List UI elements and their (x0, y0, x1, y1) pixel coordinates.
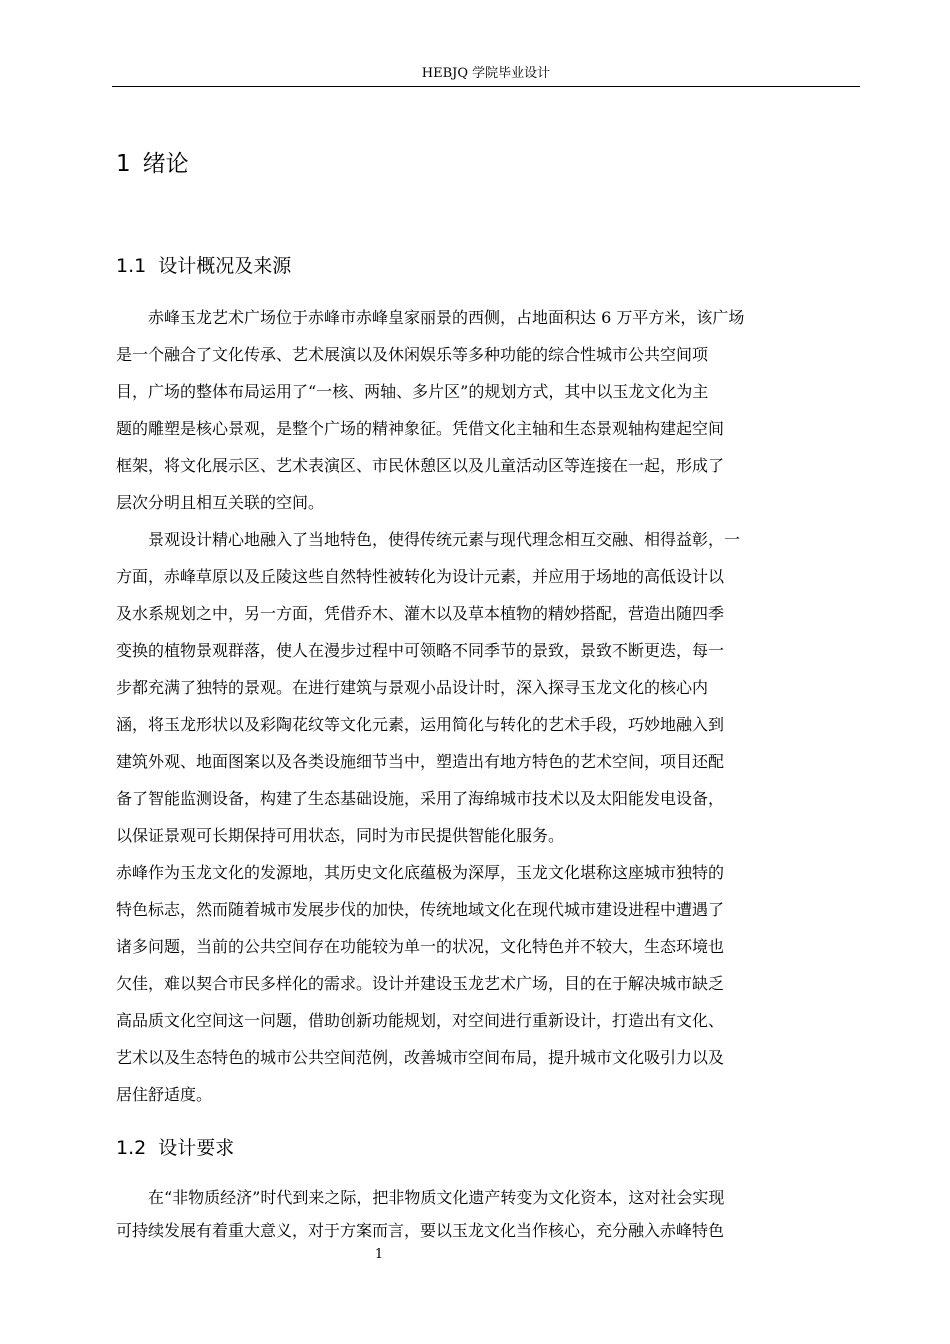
body-text-line: 步都充满了独特的景观。在进行建筑与景观小品设计时，深入探寻玉龙文化的核心内 (116, 678, 709, 697)
section-title: 设计要求 (158, 1137, 235, 1159)
body-text-line: 备了智能监测设备，构建了生态基础设施，采用了海绵城市技术以及太阳能发电设备， (116, 789, 725, 808)
body-text-line: 可持续发展有着重大意义，对于方案而言，要以玉龙文化当作核心，充分融入赤峰特色 (116, 1221, 725, 1240)
body-text-line: 涵，将玉龙形状以及彩陶花纹等文化元素，运用简化与转化的艺术手段，巧妙地融入到 (116, 715, 725, 734)
body-text-line: 景观设计精心地融入了当地特色，使得传统元素与现代理念相互交融、相得益彰，一 (148, 530, 741, 549)
chapter-number: 1 (116, 151, 131, 177)
body-text-line: 特色标志，然而随着城市发展步伐的加快，传统地域文化在现代城市建设进程中遭遇了 (116, 900, 725, 919)
body-text-line: 居住舒适度。 (116, 1085, 213, 1104)
body-text-line: 框架，将文化展示区、艺术表演区、市民休憩区以及儿童活动区等连接在一起，形成了 (116, 456, 725, 475)
body-text-line: 在“非物质经济”时代到来之际，把非物质文化遗产转变为文化资本，这对社会实现 (148, 1188, 725, 1207)
section-heading-1-1 (116, 252, 291, 280)
body-text-line: 艺术以及生态特色的城市公共空间范例，改善城市空间布局，提升城市文化吸引力以及 (116, 1048, 725, 1067)
body-text-line: 变换的植物景观群落，使人在漫步过程中可领略不同季节的景致，景致不断更迭，每一 (116, 641, 725, 660)
body-text-line: 是一个融合了文化传承、艺术展演以及休闲娱乐等多种功能的综合性城市公共空间项 (116, 345, 709, 364)
page-header: HEBJQ 学院毕业设计 (421, 66, 551, 81)
body-text-line: 题的雕塑是核心景观，是整个广场的精神象征。凭借文化主轴和生态景观轴构建起空间 (116, 419, 725, 438)
body-text-line: 及水系规划之中，另一方面，凭借乔木、灌木以及草本植物的精妙搭配，营造出随四季 (116, 604, 725, 623)
body-text-line: 层次分明且相互关联的空间。 (116, 493, 325, 512)
body-text-line: 欠佳，难以契合市民多样化的需求。设计并建设玉龙艺术广场，目的在于解决城市缺乏 (116, 974, 725, 993)
body-text-line: 高品质文化空间这一问题，借助创新功能规划，对空间进行重新设计，打造出有文化、 (116, 1011, 725, 1030)
body-text-line: 以保证景观可长期保持可用状态，同时为市民提供智能化服务。 (116, 826, 565, 845)
chapter-heading (116, 148, 189, 180)
body-text-line: 诸多问题，当前的公共空间存在功能较为单一的状况，文化特色并不较大，生态环境也 (116, 937, 725, 956)
body-text-line: 赤峰作为玉龙文化的发源地，其历史文化底蕴极为深厚，玉龙文化堪称这座城市独特的 (116, 863, 725, 882)
body-text-line: 方面，赤峰草原以及丘陵这些自然特性被转化为设计元素，并应用于场地的高低设计以 (116, 567, 725, 586)
body-text-line: 目，广场的整体布局运用了“一核、两轴、多片区”的规划方式，其中以玉龙文化为主 (116, 382, 709, 401)
section-title: 设计概况及来源 (158, 255, 292, 277)
section-number: 1.2 (116, 1137, 147, 1159)
chapter-title: 绪论 (142, 151, 189, 177)
body-text-line: 赤峰玉龙艺术广场位于赤峰市赤峰皇家丽景的西侧，占地面积达 6 万平方米，该广场 (148, 308, 745, 327)
header-divider (112, 86, 860, 87)
section-number: 1.1 (116, 255, 147, 277)
page-number: 1 (374, 1247, 384, 1262)
section-heading-1-2 (116, 1134, 234, 1162)
body-text-line: 建筑外观、地面图案以及各类设施细节当中，塑造出有地方特色的艺术空间，项目还配 (116, 752, 725, 771)
